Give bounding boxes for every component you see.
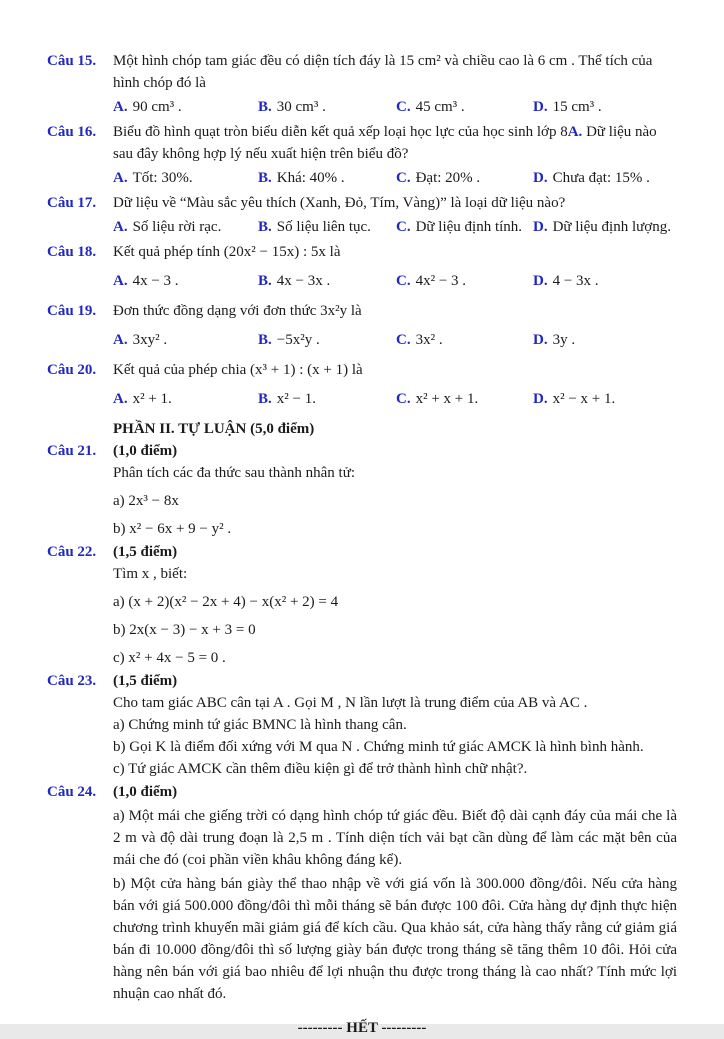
- question-text-after: Dữ liệu nào sau đây không hợp lý nếu xuất hiện trên biểu đồ?: [113, 124, 657, 162]
- question-number: Câu 22.: [47, 544, 97, 560]
- option-letter: B.: [258, 99, 272, 115]
- option-letter: B.: [258, 391, 272, 407]
- option-letter: A.: [113, 219, 128, 235]
- option-text: x² + x + 1.: [415, 391, 479, 407]
- question-number: Câu 18.: [47, 244, 97, 260]
- option-text: Tốt: 30%.: [132, 170, 193, 186]
- essay-line: Tìm x , biết:: [113, 566, 188, 582]
- question-text: Kết quả của phép chia (x³ + 1) : (x + 1) là: [113, 362, 363, 378]
- option-a: [113, 329, 258, 351]
- option-text: 3x² .: [415, 332, 443, 348]
- question-number: Câu 20.: [47, 362, 97, 378]
- option-c: [396, 329, 533, 351]
- options-row: [113, 167, 677, 189]
- question-24: [47, 781, 677, 1005]
- essay-line: c) x² + 4x − 5 = 0 .: [113, 650, 226, 666]
- option-text: Đạt: 20% .: [415, 170, 481, 186]
- option-letter: B.: [258, 170, 272, 186]
- section-2-heading: PHẦN II. TỰ LUẬN (5,0 điểm): [113, 421, 315, 437]
- option-text: −5x²y .: [276, 332, 320, 348]
- option-text: 4x² − 3 .: [415, 273, 467, 289]
- option-a: [113, 270, 258, 292]
- essay-paragraph-a: a) Một mái che giếng trời có dạng hình chóp tứ giác đều. Biết độ dài cạnh đáy của mái che là 2 m và độ dài trung đoạn là 2,5 m . Tính diện tích vải bạt cần dùng để làm các mặt bên của mái che đó (coi phần viền khâu không đáng kể).: [113, 808, 677, 868]
- option-b: [258, 270, 396, 292]
- question-number: Câu 24.: [47, 784, 97, 800]
- question-points: (1,5 điểm): [113, 673, 178, 689]
- question-18: [47, 241, 677, 292]
- option-letter: C.: [396, 273, 411, 289]
- question-number: Câu 16.: [47, 124, 97, 140]
- options-row: [113, 216, 677, 238]
- option-text: 15 cm³ .: [552, 99, 602, 115]
- essay-line: b) 2x(x − 3) − x + 3 = 0: [113, 622, 256, 638]
- option-text: Số liệu liên tục.: [276, 219, 371, 235]
- option-text: 4x − 3 .: [132, 273, 179, 289]
- option-letter: C.: [396, 219, 411, 235]
- option-letter: C.: [396, 391, 411, 407]
- question-22: [47, 541, 677, 669]
- option-text: Chưa đạt: 15% .: [552, 170, 650, 186]
- question-points: (1,0 điểm): [113, 443, 178, 459]
- question-text: Một hình chóp tam giác đều có diện tích đáy là 15 cm² và chiều cao là 6 cm . Thể tích của hình chóp đó là: [113, 53, 653, 91]
- question-20: [47, 359, 677, 410]
- option-letter: C.: [396, 332, 411, 348]
- option-a: [113, 216, 258, 238]
- question-17: [47, 192, 677, 238]
- option-text: 4x − 3x .: [276, 273, 331, 289]
- option-c: [396, 388, 533, 410]
- option-letter: A.: [113, 391, 128, 407]
- essay-line: c) Tứ giác AMCK cần thêm điều kiện gì để trở thành hình chữ nhật?.: [113, 761, 528, 777]
- option-text: x² − 1.: [276, 391, 316, 407]
- question-19: [47, 300, 677, 351]
- option-letter: B.: [258, 273, 272, 289]
- question-text-before: Biểu đồ hình quạt tròn biểu diễn kết quả xếp loại học lực của học sinh lớp 8: [113, 124, 568, 140]
- option-text: Dữ liệu định tính.: [415, 219, 523, 235]
- option-d: [533, 216, 677, 238]
- option-letter: A.: [113, 99, 128, 115]
- option-letter: D.: [533, 170, 548, 186]
- option-letter: C.: [396, 170, 411, 186]
- option-text: Dữ liệu định lượng.: [552, 219, 671, 235]
- essay-line: b) Gọi K là điểm đối xứng với M qua N . Chứng minh tứ giác AMCK là hình bình hành.: [113, 739, 644, 755]
- option-d: [533, 96, 677, 118]
- option-b: [258, 96, 396, 118]
- option-letter: D.: [533, 332, 548, 348]
- option-d: [533, 167, 677, 189]
- essay-paragraph-b: b) Một cửa hàng bán giày thể thao nhập về với giá vốn là 300.000 đồng/đôi. Nếu cửa hàng bán với giá 500.000 đồng/đôi thì mỗi tháng sẽ bán được 100 đôi. Cửa hàng dự định thực hiện chương trình khuyến mãi giảm giá để kích cầu. Qua khảo sát, cửa hàng thấy rằng cứ giảm giá bán đi 10.000 đồng/đôi thì số lượng giày bán được trong tháng sẽ tăng thêm 10 đôi. Hỏi cửa hàng nên bán với giá bao nhiêu để lợi nhuận thu được trong tháng là cao nhất? Tính mức lợi nhuận cao nhất đó.: [113, 876, 677, 1002]
- option-letter: B.: [258, 332, 272, 348]
- options-row: [113, 270, 677, 292]
- option-text: Khá: 40% .: [276, 170, 345, 186]
- option-letter: D.: [533, 219, 548, 235]
- question-number: Câu 15.: [47, 53, 97, 69]
- question-number: Câu 23.: [47, 673, 97, 689]
- option-d: [533, 388, 677, 410]
- question-text: Dữ liệu về “Màu sắc yêu thích (Xanh, Đỏ, Tím, Vàng)” là loại dữ liệu nào?: [113, 195, 566, 211]
- option-b: [258, 216, 396, 238]
- options-row: [113, 96, 677, 118]
- essay-line: Cho tam giác ABC cân tại A . Gọi M , N lần lượt là trung điểm của AB và AC .: [113, 695, 588, 711]
- option-letter: D.: [533, 273, 548, 289]
- option-c: [396, 216, 533, 238]
- option-letter: D.: [533, 99, 548, 115]
- option-b: [258, 167, 396, 189]
- option-a: [113, 388, 258, 410]
- essay-line: a) 2x³ − 8x: [113, 493, 179, 509]
- option-d: [533, 270, 677, 292]
- question-text: Kết quả phép tính (20x² − 15x) : 5x là: [113, 244, 341, 260]
- option-a: [113, 96, 258, 118]
- option-text: Số liệu rời rạc.: [132, 219, 222, 235]
- end-of-exam-marker: --------- HẾT ---------: [297, 1020, 427, 1036]
- essay-line: a) Chứng minh tứ giác BMNC là hình thang cân.: [113, 717, 407, 733]
- question-text: [113, 121, 677, 165]
- options-row: [113, 388, 677, 410]
- option-letter: A.: [113, 332, 128, 348]
- option-text: x² + 1.: [132, 391, 172, 407]
- option-letter: C.: [396, 99, 411, 115]
- option-text: 90 cm³ .: [132, 99, 182, 115]
- question-points: (1,5 điểm): [113, 544, 178, 560]
- option-c: [396, 270, 533, 292]
- option-a: [113, 167, 258, 189]
- option-c: [396, 96, 533, 118]
- option-letter: A.: [113, 170, 128, 186]
- essay-line: a) (x + 2)(x² − 2x + 4) − x(x² + 2) = 4: [113, 594, 339, 610]
- option-text: 4 − 3x .: [552, 273, 599, 289]
- option-letter: B.: [258, 219, 272, 235]
- option-text: 45 cm³ .: [415, 99, 465, 115]
- question-points: (1,0 điểm): [113, 784, 178, 800]
- option-text: x² − x + 1.: [552, 391, 616, 407]
- option-text: 3y .: [552, 332, 576, 348]
- essay-line: Phân tích các đa thức sau thành nhân tử:: [113, 465, 356, 481]
- option-letter: A.: [113, 273, 128, 289]
- question-15: [47, 50, 677, 118]
- options-row: [113, 329, 677, 351]
- option-d: [533, 329, 677, 351]
- option-text: 30 cm³ .: [276, 99, 326, 115]
- option-b: [258, 329, 396, 351]
- question-23: [47, 670, 677, 780]
- option-b: [258, 388, 396, 410]
- essay-line: b) x² − 6x + 9 − y² .: [113, 521, 232, 537]
- question-number: Câu 19.: [47, 303, 97, 319]
- question-21: [47, 440, 677, 540]
- question-text: Đơn thức đồng dạng với đơn thức 3x²y là: [113, 303, 362, 319]
- question-text-highlight: A.: [567, 124, 583, 140]
- question-number: Câu 21.: [47, 443, 97, 459]
- question-16: [47, 121, 677, 189]
- option-letter: D.: [533, 391, 548, 407]
- exam-content: [47, 50, 677, 1039]
- option-c: [396, 167, 533, 189]
- question-number: Câu 17.: [47, 195, 97, 211]
- option-text: 3xy² .: [132, 332, 168, 348]
